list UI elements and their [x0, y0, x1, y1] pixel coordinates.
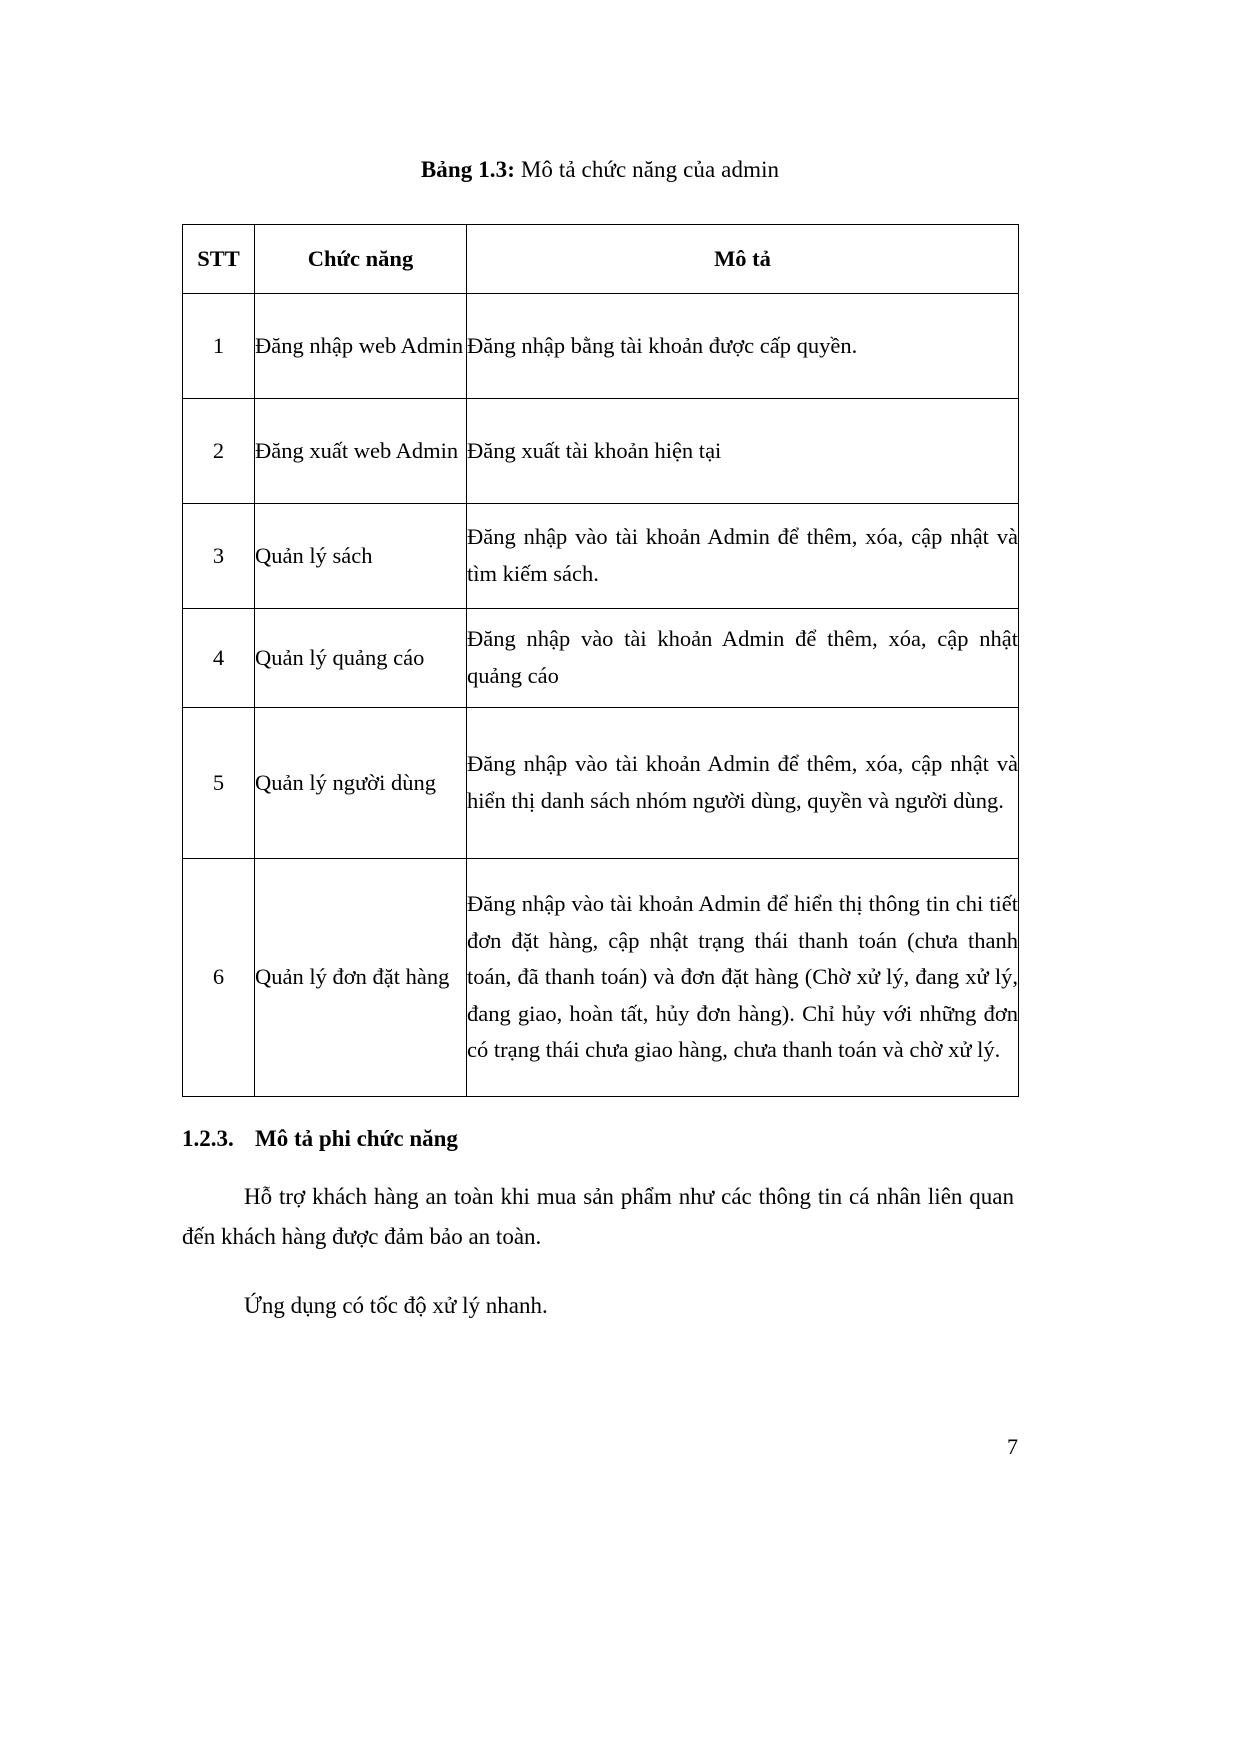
table-caption-text: Mô tả chức năng của admin	[515, 157, 780, 182]
row-description: Đăng xuất tài khoản hiện tại	[467, 398, 1019, 503]
row-description: Đăng nhập vào tài khoản Admin để thêm, xóa, cập nhật quảng cáo	[467, 608, 1019, 707]
section-title: Mô tả phi chức năng	[255, 1125, 458, 1151]
table-header-row	[183, 224, 1019, 293]
table-header-function: Chức năng	[255, 224, 467, 293]
row-function: Đăng nhập web Admin	[255, 293, 467, 398]
table-caption	[182, 0, 1018, 185]
row-description: Đăng nhập vào tài khoản Admin để hiển thị thông tin chi tiết đơn đặt hàng, cập nhật trạng thái thanh toán (chưa thanh toán, đã thanh toán) và đơn đặt hàng (Chờ xử lý, đang xử lý, đang giao, hoàn tất, hủy đơn hàng). Chỉ hủy với những đơn có trạng thái chưa giao hàng, chưa thanh toán và chờ xử lý.	[467, 858, 1019, 1096]
table-header-description: Mô tả	[467, 224, 1019, 293]
row-index: 6	[183, 858, 255, 1096]
row-index: 4	[183, 608, 255, 707]
row-function: Quản lý quảng cáo	[255, 608, 467, 707]
table-row	[183, 293, 1019, 398]
page-content	[182, 0, 1018, 1754]
page-number: 7	[1007, 1434, 1018, 1459]
table-header-stt: STT	[183, 224, 255, 293]
row-index: 2	[183, 398, 255, 503]
row-function: Quản lý người dùng	[255, 707, 467, 858]
row-function: Quản lý sách	[255, 503, 467, 608]
row-index: 1	[183, 293, 255, 398]
row-index: 3	[183, 503, 255, 608]
table-row	[183, 398, 1019, 503]
section-number: 1.2.3.	[182, 1125, 234, 1151]
admin-functions-table	[182, 224, 1019, 1097]
row-description: Đăng nhập bằng tài khoản được cấp quyền.	[467, 293, 1019, 398]
row-function: Đăng xuất web Admin	[255, 398, 467, 503]
section-heading	[182, 1123, 1018, 1155]
row-index: 5	[183, 707, 255, 858]
row-description: Đăng nhập vào tài khoản Admin để thêm, xóa, cập nhật và hiển thị danh sách nhóm người dùng, quyền và người dùng.	[467, 707, 1019, 858]
row-function: Quản lý đơn đặt hàng	[255, 858, 467, 1096]
paragraph-1: Hỗ trợ khách hàng an toàn khi mua sản phẩm như các thông tin cá nhân liên quan đến khách hàng được đảm bảo an toàn.	[182, 1184, 1014, 1249]
paragraph-2: Ứng dụng có tốc độ xử lý nhanh.	[244, 1293, 548, 1319]
table-row	[183, 858, 1019, 1096]
row-description: Đăng nhập vào tài khoản Admin để thêm, xóa, cập nhật và tìm kiếm sách.	[467, 503, 1019, 608]
table-caption-label: Bảng 1.3:	[420, 157, 516, 182]
table-row	[183, 608, 1019, 707]
table-row	[183, 503, 1019, 608]
table-row	[183, 707, 1019, 858]
